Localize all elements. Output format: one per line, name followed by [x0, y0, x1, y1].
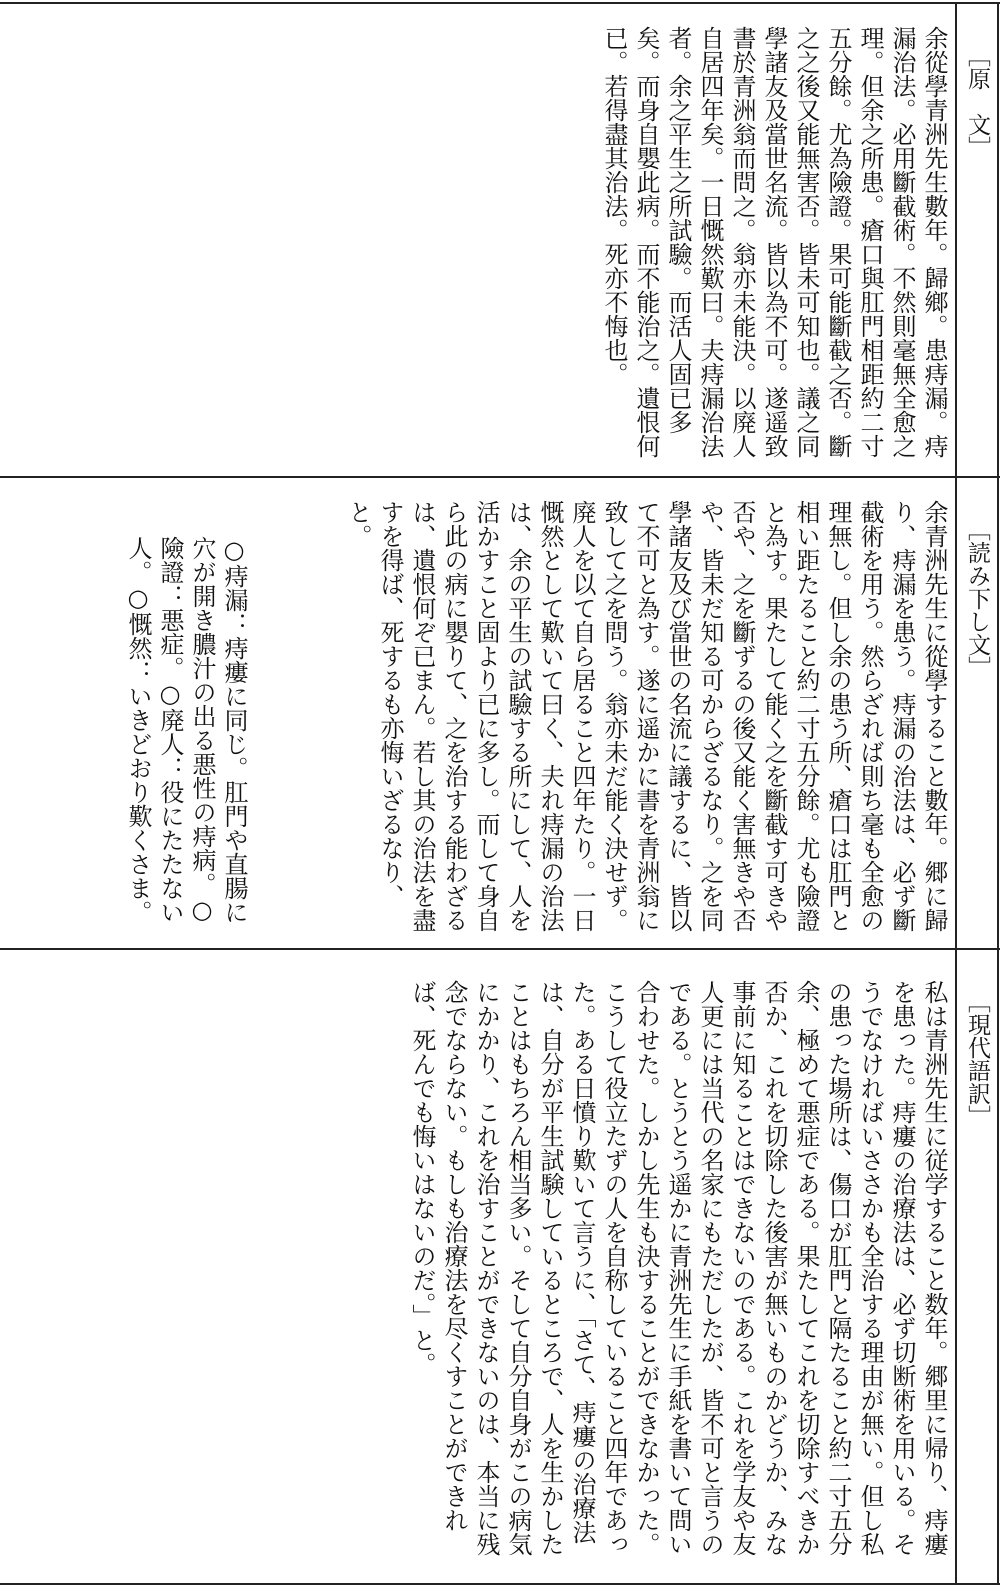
original-text-paragraph: 余從學青洲先生數年。歸鄉。患痔漏。痔漏治法。必用斷截術。不然則毫無全愈之理。但余之所患。瘡口與肛門相距約二寸五分餘。尤為險證。果可能斷截之否。斷之之後又能無害否。皆未可知也。議之同學諸友及當世名流。皆以為不可。遂遥致書於青洲翁而問之。翁亦未能決。以廃人自居四年矣。一日慨然歎曰。夫痔漏治法者。余之平生之所試驗。而活人固已多矣。而身自嬰此病。而不能治之。遺恨何已。若得盡其治法。死亦不悔也。	[600, 26, 948, 458]
section-label: ［原 文］	[964, 44, 990, 159]
yomikudashi-notes	[100, 536, 250, 936]
section-yomikudashi	[0, 478, 1000, 948]
section-modern-translation	[0, 950, 1000, 1583]
section-label-column	[956, 950, 998, 1583]
yomikudashi-body	[270, 500, 950, 940]
modern-translation-paragraph: 私は青洲先生に従学すること数年。郷里に帰り、痔瘻を患った。痔瘻の治療法は、必ず切断術を用いる。そうでなければいささかも全治する理由が無い。但し私の患った場所は、傷口が肛門と隔たること約二寸五分余、極めて悪症である。果たしてこれを切除すべきか否か、これを切除した後害が無いものかどうか、みな事前に知ることはできないのである。これを学友や友人更には当代の名家にもただしたが、皆不可と言うのである。とうとう遥かに青洲先生に手紙を書いて問い合わせた。しかし先生も決することができなかった。こうして役立たずの人を自称していること四年であった。ある日憤り歎いて言うに、「さて、痔瘻の治療法は、自分が平生試験しているところで、人を生かしたことはもちろん相当多い。そして自分自身がこの病気にかかり、これを治すことができないのは、本当に残念でならない。もしも治療法を尽くすことができれば、死んでも悔いはないのだ。」と。	[408, 980, 948, 1556]
yomikudashi-paragraph: 余青洲先生に從學すること數年。郷に歸り、痔漏を患う。痔漏の治法は、必ず斷截術を用う。然らざれば則ち毫も全愈の理無し。但し余の患う所、瘡口は肛門と相い距たること約二寸五分餘。尤も險證と為す。果たして能く之を斷截す可きや否や、之を斷ずるの後又能く害無きや否や、皆未だ知る可からざるなり。之を同學諸友及び當世の名流に議するに、皆以て不可と為す。遂に遥かに書を青洲翁に致して之を問う。翁亦未だ能く決せず。廃人を以て自ら居ること四年たり。一日慨然として歎いて曰く、夫れ痔漏の治法は、余の平生の試驗する所にして、人を活かすこと固より已に多し。而して身自ら此の病に嬰りて、之を治する能わざるは、遺恨何ぞ已まん。若し其の治法を盡すを得ば、死するも亦悔いざるなり、と。	[344, 500, 948, 932]
section-label: ［読み下し文］	[964, 518, 990, 679]
section-label-column	[956, 478, 998, 948]
original-text-body	[530, 26, 950, 466]
section-label-column	[956, 4, 998, 476]
modern-translation-body	[310, 980, 950, 1570]
section-original-text	[0, 4, 1000, 476]
frame-bottom	[0, 1583, 1000, 1585]
section-label: ［現代語訳］	[964, 990, 990, 1128]
vocabulary-note: ○痔漏：痔瘻に同じ。肛門や直腸に穴が開き膿汁の出る悪性の痔病。○險證：悪症。○廃人：役にたたない人。○慨然：いきどおり歎くさま。	[124, 536, 248, 924]
